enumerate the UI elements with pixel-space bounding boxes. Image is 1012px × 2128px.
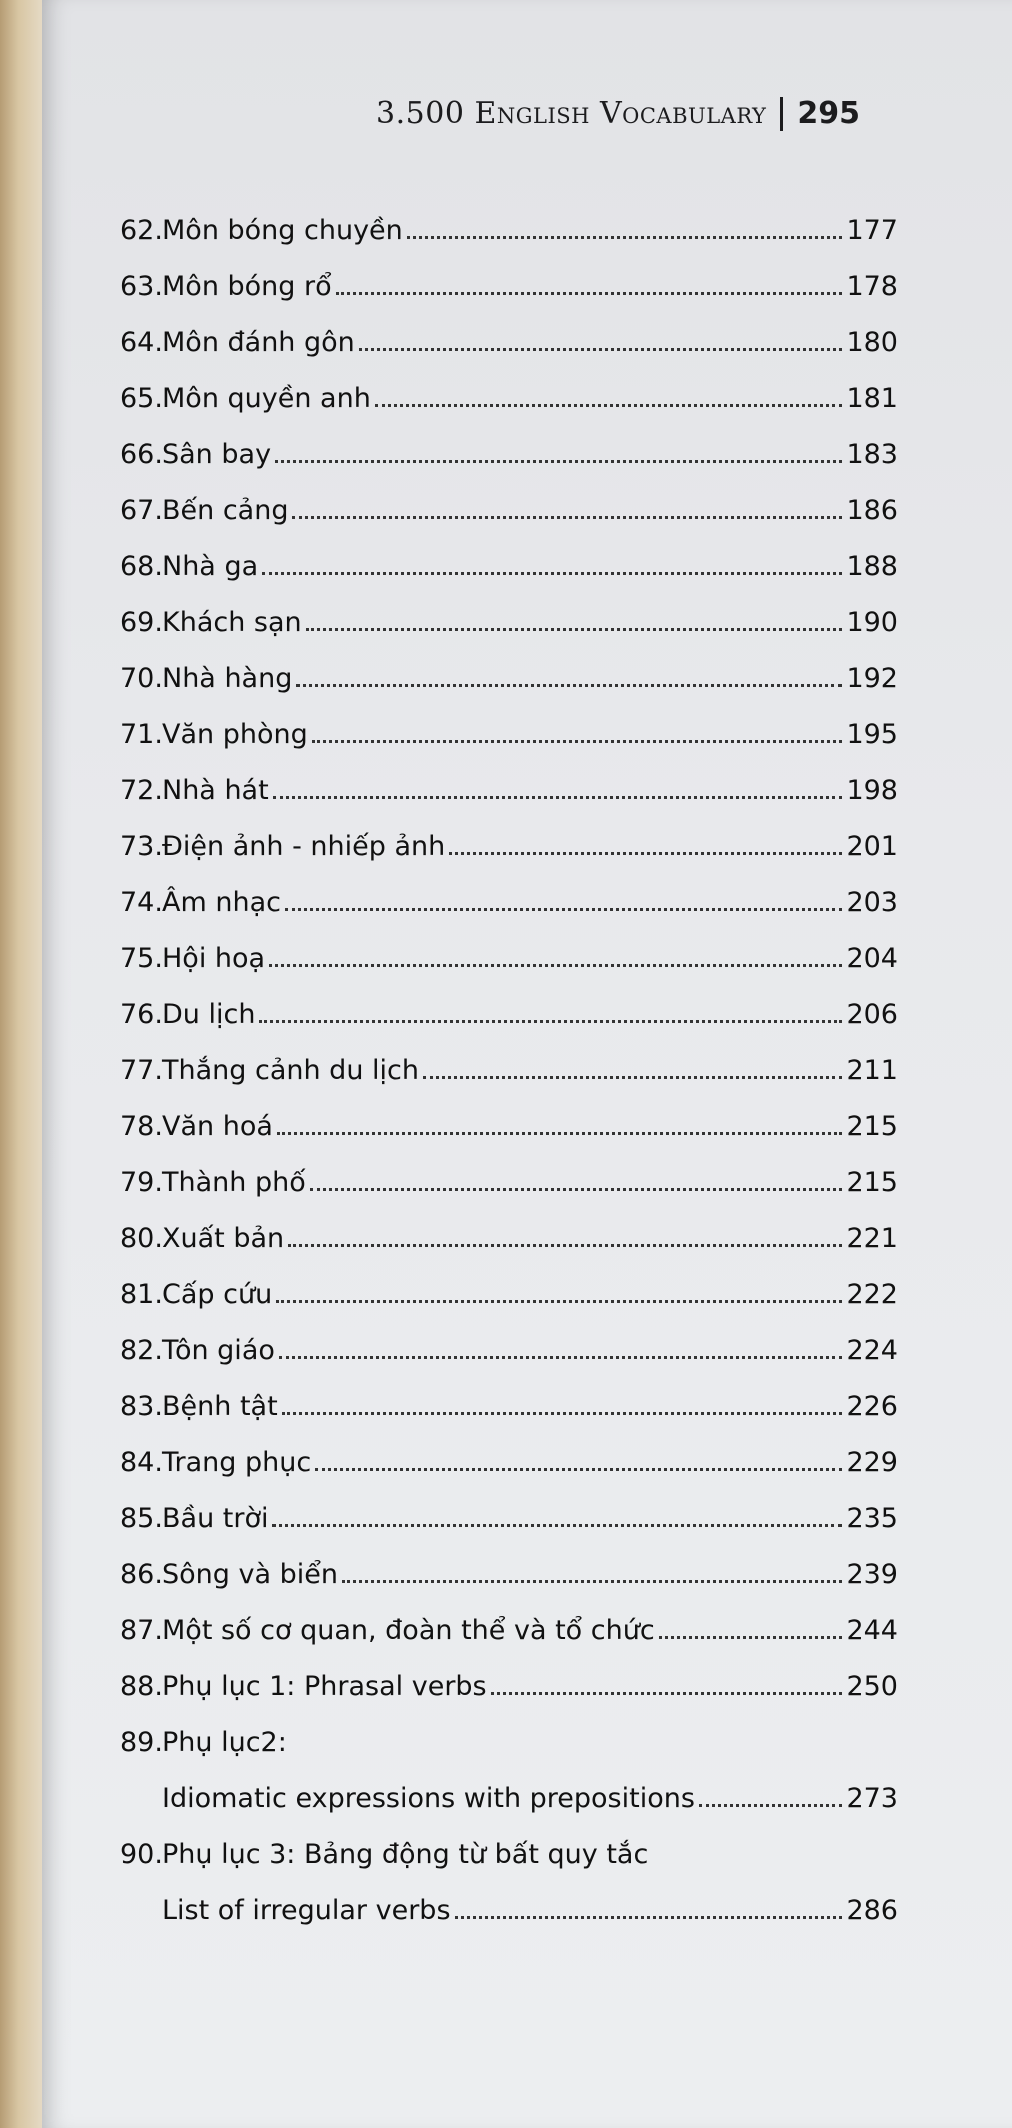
toc-entry-title: Thắng cảnh du lịch	[162, 1055, 419, 1086]
toc-entry-title: Thành phố	[162, 1167, 306, 1198]
toc-entry-title: Nhà ga	[162, 551, 259, 582]
toc-entry	[120, 1870, 898, 1926]
toc-entry-title: Bầu trời	[162, 1503, 269, 1534]
dot-leader	[296, 684, 842, 687]
toc-entry-page: 222	[846, 1279, 898, 1310]
toc-entry	[120, 806, 898, 862]
toc-entry-title: Phụ lục 1: Phrasal verbs	[162, 1671, 487, 1702]
page-number: 295	[797, 96, 860, 131]
toc-entry-page: 204	[846, 943, 898, 974]
dot-leader	[491, 1692, 843, 1695]
toc-entry-title: Môn bóng chuyền	[162, 215, 403, 246]
toc-entry-number: 72.	[120, 775, 163, 806]
toc-entry-number: 62.	[120, 215, 163, 246]
toc-entry-number: 63.	[120, 271, 163, 302]
toc-entry-title: Phụ lục2:	[162, 1727, 287, 1758]
toc-entry	[120, 638, 898, 694]
toc-entry-title: Bệnh tật	[162, 1391, 278, 1422]
toc-entry-page: 181	[846, 383, 898, 414]
toc-entry-page: 188	[846, 551, 898, 582]
dot-leader	[275, 460, 842, 463]
toc-entry-number: 87.	[120, 1615, 163, 1646]
toc-entry	[120, 918, 898, 974]
toc-entry-page: 226	[846, 1391, 898, 1422]
toc-entry-page: 198	[846, 775, 898, 806]
toc-entry-number: 83.	[120, 1391, 163, 1422]
toc-entry-number: 80.	[120, 1223, 163, 1254]
toc-entry-title: Văn phòng	[162, 719, 308, 750]
toc-entry-title: Khách sạn	[162, 607, 302, 638]
toc-entry-page: 221	[846, 1223, 898, 1254]
toc-entry	[120, 1758, 898, 1814]
toc-entry-page: 186	[846, 495, 898, 526]
toc-entry-number: 86.	[120, 1559, 163, 1590]
toc-entry-title: Văn hoá	[162, 1111, 273, 1142]
dot-leader	[272, 1524, 842, 1527]
dot-leader	[336, 292, 843, 295]
dot-leader	[423, 1076, 842, 1079]
toc-entry	[120, 1478, 898, 1534]
toc-entry-title: Môn quyền anh	[162, 383, 371, 414]
toc-entry	[120, 694, 898, 750]
toc-entry-number: 76.	[120, 999, 163, 1030]
book-spine	[0, 0, 46, 2128]
toc-entry-page: 229	[846, 1447, 898, 1478]
toc-entry-title: Môn đánh gôn	[162, 327, 355, 358]
toc-entry	[120, 1646, 898, 1702]
toc-entry-number: 88.	[120, 1671, 163, 1702]
toc-entry-number: 90.	[120, 1839, 163, 1870]
toc-entry	[120, 1142, 898, 1198]
toc-entry-title: Trang phục	[162, 1447, 312, 1478]
toc-entry	[120, 1534, 898, 1590]
toc-entry	[120, 470, 898, 526]
header-divider	[780, 97, 783, 131]
toc-entry-number: 65.	[120, 383, 163, 414]
dot-leader	[312, 740, 843, 743]
toc-entry-title: Bến cảng	[162, 495, 289, 526]
toc-entry-title: Nhà hát	[162, 775, 269, 806]
toc-entry-number: 84.	[120, 1447, 163, 1478]
toc-entry-title: Idiomatic expressions with prepositions	[162, 1783, 695, 1814]
toc-entry-number: 70.	[120, 663, 163, 694]
toc-entry-number: 73.	[120, 831, 163, 862]
dot-leader	[315, 1468, 842, 1471]
dot-leader	[262, 572, 842, 575]
toc-entry-page: 183	[846, 439, 898, 470]
running-header	[376, 96, 860, 131]
toc-entry	[120, 526, 898, 582]
toc-entry-title: Âm nhạc	[162, 887, 281, 918]
toc-entry	[120, 582, 898, 638]
dot-leader	[659, 1636, 843, 1639]
book-title: 3.500 English Vocabulary	[376, 96, 767, 131]
dot-leader	[310, 1188, 843, 1191]
toc-entry-number: 74.	[120, 887, 163, 918]
toc-entry-page: 273	[846, 1783, 898, 1814]
toc-entry-title: Sông và biển	[162, 1559, 338, 1590]
toc-entry	[120, 1422, 898, 1478]
toc-entry-number: 64.	[120, 327, 163, 358]
toc-entry	[120, 1086, 898, 1142]
toc-entry-title: Tôn giáo	[162, 1335, 275, 1366]
toc-entry-page: 286	[846, 1895, 898, 1926]
toc-entry-title: Điện ảnh - nhiếp ảnh	[162, 831, 446, 862]
dot-leader	[359, 348, 843, 351]
toc-entry-title: Hội hoạ	[162, 943, 266, 974]
dot-leader	[449, 852, 842, 855]
book-page	[42, 0, 1012, 2128]
toc-entry-page: 177	[846, 215, 898, 246]
dot-leader	[306, 628, 843, 631]
toc-entry	[120, 190, 898, 246]
toc-entry-page: 203	[846, 887, 898, 918]
toc-entry	[120, 1030, 898, 1086]
toc-entry-number: 71.	[120, 719, 163, 750]
toc-entry	[120, 414, 898, 470]
toc-entry	[120, 1310, 898, 1366]
toc-entry-page: 195	[846, 719, 898, 750]
toc-entry	[120, 974, 898, 1030]
toc-entry-number: 79.	[120, 1167, 163, 1198]
dot-leader	[407, 236, 843, 239]
dot-leader	[288, 1244, 842, 1247]
toc-entry	[120, 1254, 898, 1310]
toc-entry-page: 192	[846, 663, 898, 694]
toc-entry-title: List of irregular verbs	[162, 1895, 451, 1926]
toc-entry-page: 224	[846, 1335, 898, 1366]
toc-entry-number: 85.	[120, 1503, 163, 1534]
toc-entry	[120, 358, 898, 414]
toc-entry-title: Nhà hàng	[162, 663, 293, 694]
toc-entry-page: 215	[846, 1167, 898, 1198]
dot-leader	[285, 908, 842, 911]
toc-entry-page: 239	[846, 1559, 898, 1590]
toc-entry-title: Một số cơ quan, đoàn thể và tổ chức	[162, 1615, 655, 1646]
toc-entry-page: 206	[846, 999, 898, 1030]
dot-leader	[277, 1132, 843, 1135]
toc-entry-title: Xuất bản	[162, 1223, 285, 1254]
toc-entry-title: Sân bay	[162, 439, 272, 470]
toc-entry-number: 77.	[120, 1055, 163, 1086]
toc-entry	[120, 750, 898, 806]
dot-leader	[455, 1916, 843, 1919]
toc-entry	[120, 1590, 898, 1646]
toc-entry-page: 190	[846, 607, 898, 638]
toc-entry-number: 67.	[120, 495, 163, 526]
toc-entry-title: Môn bóng rổ	[162, 271, 332, 302]
toc-entry-number: 68.	[120, 551, 163, 582]
toc-entry-number: 78.	[120, 1111, 163, 1142]
toc-entry-number: 66.	[120, 439, 163, 470]
dot-leader	[699, 1804, 843, 1807]
dot-leader	[259, 1020, 842, 1023]
dot-leader	[375, 404, 843, 407]
toc-entry	[120, 246, 898, 302]
dot-leader	[342, 1580, 842, 1583]
toc-entry	[120, 862, 898, 918]
toc-entry-number: 69.	[120, 607, 163, 638]
toc-entry-number: 75.	[120, 943, 163, 974]
dot-leader	[269, 964, 842, 967]
toc-entry-number: 81.	[120, 1279, 163, 1310]
toc-entry-title: Du lịch	[162, 999, 256, 1030]
toc-entry	[120, 1814, 898, 1870]
toc-entry-title: Cấp cứu	[162, 1279, 273, 1310]
toc-entry-page: 201	[846, 831, 898, 862]
toc-entry-title: Phụ lục 3: Bảng động từ bất quy tắc	[162, 1839, 649, 1870]
toc-entry-page: 215	[846, 1111, 898, 1142]
table-of-contents	[120, 190, 898, 1926]
toc-entry-page: 244	[846, 1615, 898, 1646]
dot-leader	[273, 796, 843, 799]
toc-entry	[120, 1366, 898, 1422]
toc-entry	[120, 1702, 898, 1758]
toc-entry-number: 89.	[120, 1727, 163, 1758]
dot-leader	[292, 516, 842, 519]
dot-leader	[279, 1356, 843, 1359]
toc-entry-page: 180	[846, 327, 898, 358]
toc-entry	[120, 302, 898, 358]
toc-entry	[120, 1198, 898, 1254]
toc-entry-page: 211	[846, 1055, 898, 1086]
dot-leader	[276, 1300, 842, 1303]
toc-entry-page: 235	[846, 1503, 898, 1534]
toc-entry-page: 250	[846, 1671, 898, 1702]
toc-entry-page: 178	[846, 271, 898, 302]
dot-leader	[282, 1412, 843, 1415]
toc-entry-number: 82.	[120, 1335, 163, 1366]
